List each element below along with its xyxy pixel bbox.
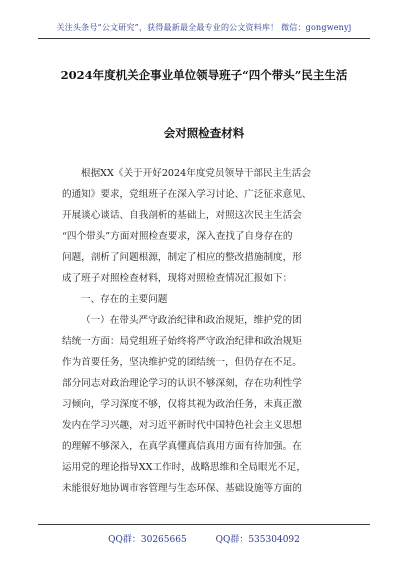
- body-line: 开展谈心谈话、自我剖析的基础上，对照这次民主生活会: [62, 210, 302, 221]
- body-line: 问题，剖析了问题根源，制定了相应的整改措施制度，形: [62, 252, 302, 263]
- body-line: 未能很好地协调市容管理与生态环保、基础设施等方面的: [62, 483, 302, 494]
- body-line: 部分同志对政治理论学习的认识不够深刻，存在功利性学: [62, 378, 302, 389]
- body-line: （一）在带头严守政治纪律和政治规矩，维护党的团: [81, 315, 302, 326]
- body-line: 习倾向，学习深度不够，仅将其视为政治任务，未真正激: [62, 399, 302, 410]
- body-line: 成了班子对照检查材料，现将对照检查情况汇报如下：: [62, 273, 293, 284]
- body-line: 运用党的理论指导XX工作时，战略思维和全局眼光不足，: [62, 462, 306, 473]
- body-line: “四个带头”方面对照检查要求，深入查找了自身存在的: [62, 231, 293, 242]
- body-line: 结统一方面：局党组班子始终将严守政治纪律和政治规矩: [62, 336, 302, 347]
- body-line: 的通知》要求，党组班子在深入学习讨论、广泛征求意见、: [62, 189, 312, 200]
- section-heading: 一、存在的主要问题: [81, 294, 168, 305]
- header-divider: [38, 38, 370, 39]
- footer-qq-group-2: QQ群：535304092: [215, 535, 300, 545]
- footer-contact: [0, 532, 408, 545]
- document-title-line2: 会对照检查材料: [163, 126, 245, 140]
- document-body: [62, 163, 348, 499]
- footer-qq-group-1: QQ群：30265665: [108, 535, 187, 545]
- header-promo-text: 关注头条号“公文研究”，获得最新最全最专业的公文资料库！ 微信：gongwenyj: [56, 23, 352, 32]
- body-line: 发内在学习兴趣，对习近平新时代中国特色社会主义思想: [62, 420, 302, 431]
- body-line: 的理解不够深入，在真学真懂真信真用方面有待加强。在: [62, 441, 302, 452]
- document-title-line1: 2024年度机关企事业单位领导班子“四个带头”民主生活: [60, 68, 348, 82]
- body-line: 根据XX《关于开好2024年度党员领导干部民主生活会: [81, 168, 311, 179]
- body-line: 作为首要任务，坚决维护党的团结统一，但仍存在不足。: [62, 357, 302, 368]
- footer-divider: [38, 524, 370, 525]
